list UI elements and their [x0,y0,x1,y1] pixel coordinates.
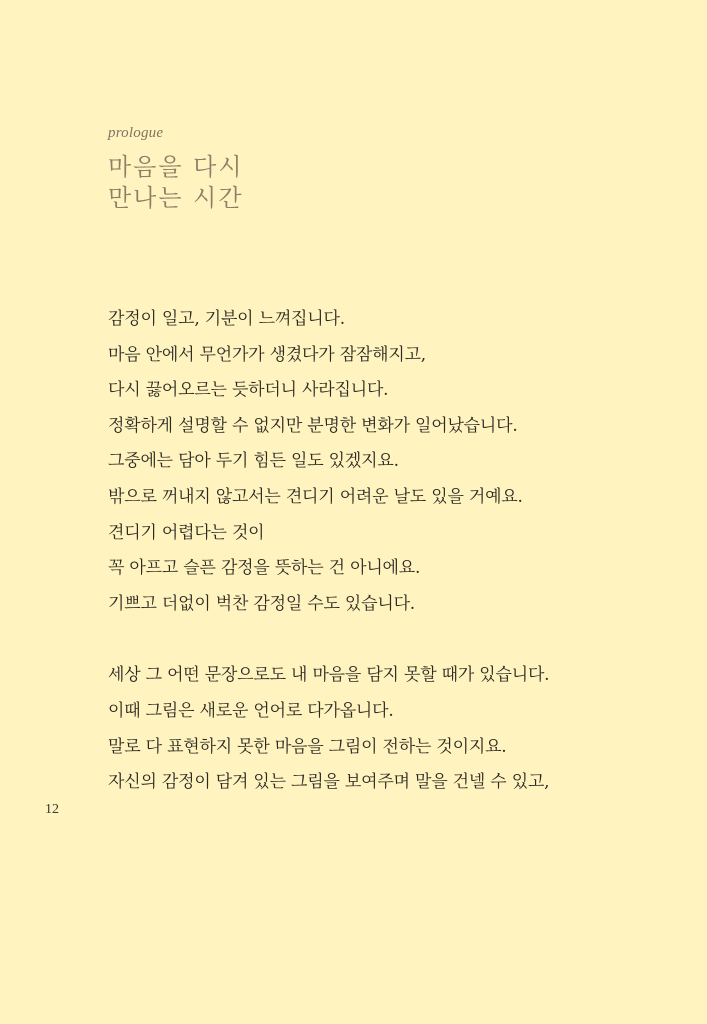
text-line: 견디기 어렵다는 것이 [108,522,265,543]
text-line: 말로 다 표현하지 못한 마음을 그림이 전하는 것이지요. [108,736,507,757]
text-line: 밖으로 꺼내지 않고서는 견디기 어려운 날도 있을 거예요. [108,486,523,507]
chapter-title [108,152,244,214]
paragraph [108,302,678,622]
text-line: 자신의 감정이 담겨 있는 그림을 보여주며 말을 건넬 수 있고, [108,772,550,793]
text-line: 이때 그림은 새로운 언어로 다가옵니다. [108,700,394,721]
text-line: 마음 안에서 무언가가 생겼다가 잠잠해지고, [108,344,427,365]
title-line: 마음을 다시 [108,153,244,181]
text-line: 그중에는 담아 두기 힘든 일도 있겠지요. [108,451,399,472]
text-line: 감정이 일고, 기분이 느껴집니다. [108,309,345,329]
text-line: 정확하게 설명할 수 없지만 분명한 변화가 일어났습니다. [108,415,518,436]
title-line: 만나는 시간 [108,184,244,212]
body-text [108,302,678,801]
text-line: 다시 끓어오르는 듯하더니 사라집니다. [108,380,389,401]
paragraph [108,658,678,800]
text-line: 기쁘고 더없이 벅찬 감정일 수도 있습니다. [108,593,415,614]
text-line: 꼭 아프고 슬픈 감정을 뜻하는 건 아니에요. [108,558,421,579]
chapter-header [108,124,244,214]
text-line: 세상 그 어떤 문장으로도 내 마음을 담지 못할 때가 있습니다. [108,665,550,686]
section-label: prologue [108,125,164,141]
page-number: 12 [45,802,59,817]
